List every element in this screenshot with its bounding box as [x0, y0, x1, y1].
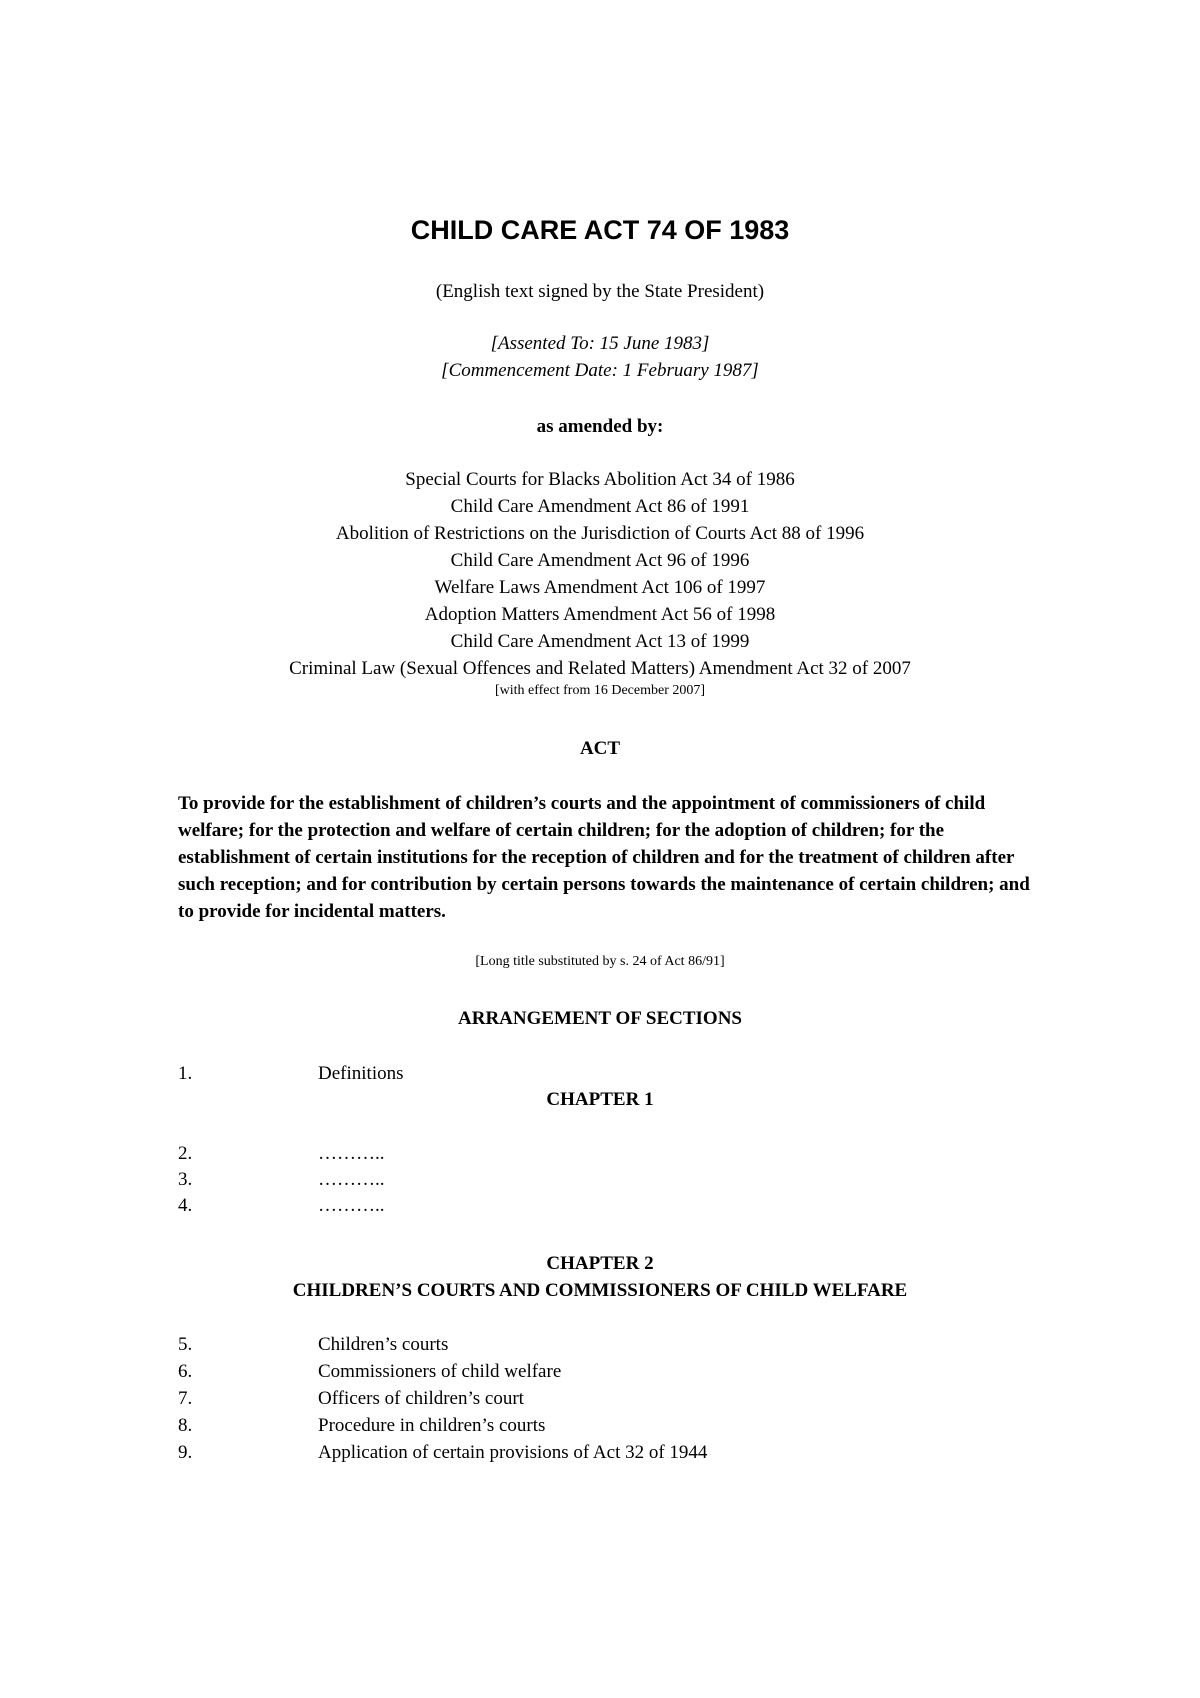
section-number: 5. [178, 1334, 193, 1355]
amended-by-label: as amended by: [536, 416, 664, 437]
section-title: Children’s courts [318, 1334, 449, 1355]
amendment-item: Abolition of Restrictions on the Jurisdiction of Courts Act 88 of 1996 [335, 523, 865, 544]
amendment-item: Adoption Matters Amendment Act 56 of 1998 [424, 604, 776, 625]
section-title: Commissioners of child welfare [318, 1361, 562, 1382]
section-title: Application of certain provisions of Act 32 of 1944 [318, 1442, 708, 1463]
section-number: 6. [178, 1361, 193, 1382]
section-row [0, 1413, 1200, 1439]
chapter-1-heading: CHAPTER 1 [546, 1089, 654, 1110]
long-title: To provide for the establishment of children’s courts and the appointment of commissioners of child welfare; for the protection and welfare of certain children; for the adoption of children; for the establishment of certain institutions for the reception of children and for the treatment of children after such reception; and for contribution by certain persons towards the maintenance of certain children; and to provide for incidental matters. [178, 793, 1030, 922]
section-row [0, 1332, 1200, 1358]
amendment-item: Welfare Laws Amendment Act 106 of 1997 [434, 577, 766, 598]
section-row [0, 1061, 1200, 1087]
section-row [0, 1359, 1200, 1385]
section-number: 4. [178, 1195, 193, 1216]
section-title: Definitions [318, 1063, 404, 1084]
long-title-note: [Long title substituted by s. 24 of Act 86/91] [475, 954, 725, 969]
assented-date: [Assented To: 15 June 1983] [490, 333, 710, 354]
section-row [0, 1141, 1200, 1167]
section-title: Procedure in children’s courts [318, 1415, 546, 1436]
amendment-item: Child Care Amendment Act 86 of 1991 [450, 496, 750, 517]
commencement-date: [Commencement Date: 1 February 1987] [441, 360, 759, 381]
section-title: ……….. [318, 1143, 385, 1164]
chapter-2-heading: CHAPTER 2 [546, 1253, 654, 1274]
section-number: 1. [178, 1063, 193, 1084]
date-block [0, 330, 1200, 384]
document-subtitle: (English text signed by the State President) [435, 281, 765, 302]
section-row [0, 1440, 1200, 1466]
section-number: 2. [178, 1143, 193, 1164]
section-number: 3. [178, 1169, 193, 1190]
act-heading: ACT [579, 738, 621, 759]
amendment-item: Child Care Amendment Act 13 of 1999 [450, 631, 750, 652]
document-title: CHILD CARE ACT 74 OF 1983 [410, 215, 790, 245]
amendment-item: Special Courts for Blacks Abolition Act 34 of 1986 [405, 469, 795, 490]
section-number: 7. [178, 1388, 193, 1409]
arrangement-heading: ARRANGEMENT OF SECTIONS [458, 1008, 742, 1029]
section-title: ……….. [318, 1169, 385, 1190]
amendment-item: Criminal Law (Sexual Offences and Related Matters) Amendment Act 32 of 2007 [289, 658, 911, 679]
section-title: Officers of children’s court [318, 1388, 524, 1409]
amendments-list [0, 466, 1200, 699]
amendment-item: Child Care Amendment Act 96 of 1996 [450, 550, 750, 571]
chapter-2-subheading: CHILDREN’S COURTS AND COMMISSIONERS OF CHILD WELFARE [292, 1280, 908, 1301]
section-row [0, 1193, 1200, 1219]
amendment-effect-note: [with effect from 16 December 2007] [494, 683, 706, 698]
section-number: 9. [178, 1442, 193, 1463]
section-row [0, 1167, 1200, 1193]
section-row [0, 1386, 1200, 1412]
section-number: 8. [178, 1415, 193, 1436]
section-title: ……….. [318, 1195, 385, 1216]
